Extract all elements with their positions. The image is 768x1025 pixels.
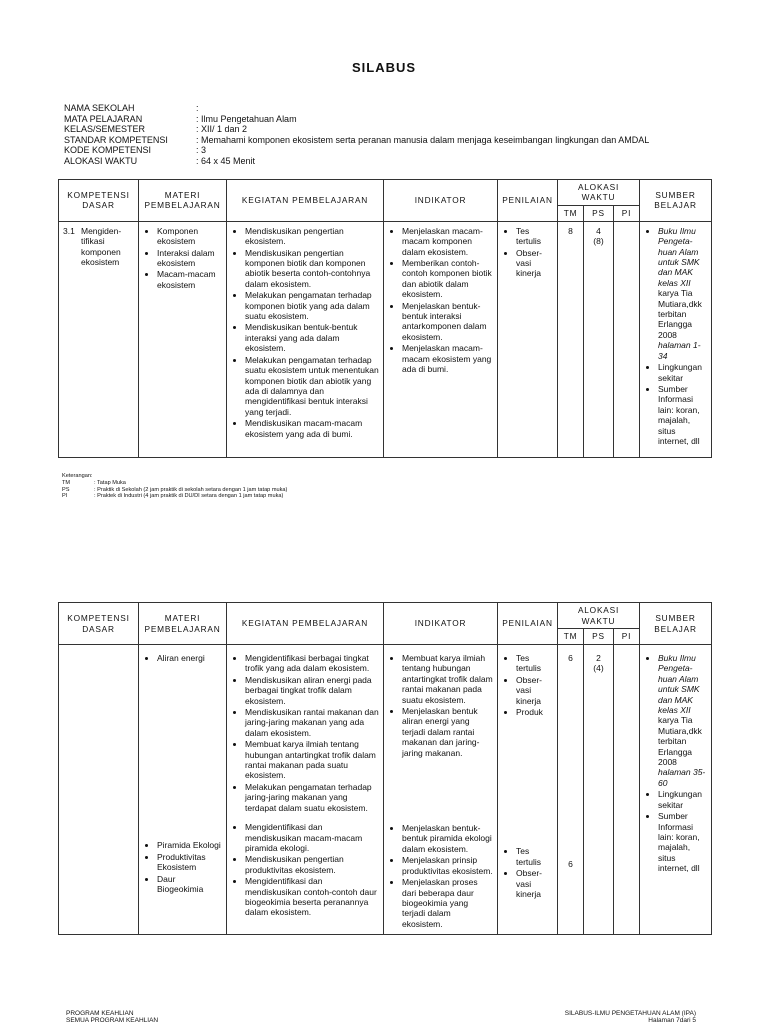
list-item bbox=[658, 653, 707, 788]
list-item bbox=[658, 226, 707, 361]
header-indikator: INDIKATOR bbox=[384, 603, 498, 645]
book-title: Buku Ilmu Pengeta-huan Alam untuk SMK dan MAK kelas XII bbox=[658, 225, 700, 288]
cell-materi bbox=[139, 221, 227, 457]
cell-sumber-belajar bbox=[640, 221, 712, 457]
list-item: • Membuat karya ilmiah tentang hubungan antartingkat trofik dalam rantai makanan pada suatu ekosistem. bbox=[402, 653, 493, 705]
cell-kompetensi-dasar bbox=[59, 645, 139, 935]
list-item: • Melakukan pengamatan terhadap suatu ekosistem untuk menentukan komponen biotik dan abiotik yang ada di dalamnya dan mengidentifikasi bentuk interaksi yang terjadi. bbox=[245, 355, 379, 417]
header-ps: PS bbox=[584, 629, 614, 645]
list-item: • Macam-macam ekosistem bbox=[157, 269, 222, 290]
identity-label: KODE KOMPETENSI bbox=[64, 145, 152, 156]
identity-value: : Memahami komponen ekosistem serta peranan manusia dalam menjaga keseimbangan lingkungan dan AMDAL bbox=[196, 134, 650, 145]
list-item: • Menjelaskan bentuk-bentuk piramida ekologi dalam ekosistem. bbox=[402, 823, 493, 854]
cell-tm bbox=[558, 645, 584, 935]
book-pages: halaman 35-60 bbox=[658, 767, 706, 788]
list-item: • Mengidentifikasi dan mendiskusikan macam-macam piramida ekologi. bbox=[245, 822, 379, 853]
footer-program-label: PROGRAM KEAHLIAN bbox=[66, 1010, 134, 1017]
list-item: • Menjelaskan bentuk-bentuk interaksi antarkomponen dalam ekosistem. bbox=[402, 301, 493, 343]
list-item: • Interaksi dalam ekosistem bbox=[157, 248, 222, 269]
keterangan-value: : Tatap Muka bbox=[94, 479, 126, 486]
list-item: • Mendiskusikan aliran energi pada berbagai tingkat trofik dalam ekosistem. bbox=[245, 675, 379, 706]
list-item: • Lingkungan sekitar bbox=[658, 789, 707, 810]
identity-label: KELAS/SEMESTER bbox=[64, 124, 146, 135]
page-title: SILABUS bbox=[351, 60, 417, 75]
header-tm: TM bbox=[558, 629, 584, 645]
tm-value: 6 bbox=[568, 653, 573, 663]
list-item: • Mendiskusikan pengertian ekosistem. bbox=[245, 226, 379, 247]
list-item: • Komponen ekosistem bbox=[157, 226, 222, 247]
list-item: • Tes tertulis bbox=[516, 846, 553, 867]
footer-page-number: Halaman 7dari 5 bbox=[648, 1017, 696, 1025]
list-item: • Produk bbox=[516, 707, 553, 717]
list-item: • Tes tertulis bbox=[516, 226, 553, 247]
identity-row bbox=[64, 145, 649, 156]
identity-label: ALOKASI WAKTU bbox=[64, 155, 138, 166]
identity-value: : 64 x 45 Menit bbox=[196, 155, 256, 166]
cell-sumber-belajar bbox=[640, 645, 712, 935]
identity-block bbox=[64, 103, 649, 167]
list-item: • Sumber Informasi lain: koran, majalah, situs internet, dll bbox=[658, 811, 707, 873]
identity-label: MATA PELAJARAN bbox=[64, 113, 143, 124]
keterangan-key: PS bbox=[62, 486, 70, 493]
header-sumber-belajar: SUMBER BELAJAR bbox=[640, 603, 712, 645]
list-item: • Obser-vasi kinerja bbox=[516, 248, 553, 279]
header-materi: MATERI PEMBELAJARAN bbox=[139, 603, 227, 645]
identity-row bbox=[64, 114, 649, 125]
kd-text: Mengiden-tifikasi komponen ekosistem bbox=[81, 225, 122, 268]
keterangan-key: PI bbox=[62, 493, 68, 500]
identity-row bbox=[64, 124, 649, 135]
list-item: • Mendiskusikan pengertian produktivitas ekosistem. bbox=[245, 854, 379, 875]
book-pages: halaman 1-34 bbox=[658, 340, 701, 361]
list-item: • Piramida Ekologi bbox=[157, 840, 222, 850]
list-item: • Menjelaskan proses dari beberapa daur biogeokimia yang terjadi dalam ekosistem. bbox=[402, 877, 493, 929]
identity-value: : 3 bbox=[196, 145, 207, 156]
identity-value: : XII/ 1 dan 2 bbox=[196, 124, 248, 135]
keterangan-note bbox=[62, 473, 287, 500]
keterangan-key: TM bbox=[62, 479, 71, 486]
identity-row bbox=[64, 156, 649, 167]
cell-penilaian bbox=[498, 221, 558, 457]
header-materi: MATERI PEMBELAJARAN bbox=[139, 180, 227, 222]
book-title: Buku Ilmu Pengeta-huan Alam untuk SMK dan MAK kelas XII bbox=[658, 653, 700, 716]
list-item: • Produktivitas Ekosistem bbox=[157, 852, 222, 873]
list-item: • Mendiskusikan macam-macam ekosistem yang ada di bumi. bbox=[245, 418, 379, 439]
identity-label: STANDAR KOMPETENSI bbox=[64, 134, 168, 145]
list-item: • Memberikan contoh-contoh komponen biotik dan abiotik dalam ekosistem. bbox=[402, 258, 493, 300]
list-item: • Membuat karya ilmiah tentang hubungan antartingkat trofik dalam rantai makanan pada suatu ekosistem. bbox=[245, 739, 379, 781]
cell-kegiatan bbox=[227, 645, 384, 935]
header-penilaian: PENILAIAN bbox=[498, 180, 558, 222]
list-item: • Lingkungan sekitar bbox=[658, 362, 707, 383]
keterangan-title: Keterangan: bbox=[62, 473, 93, 479]
book-author: karya Tia Mutiara,dkk terbitan Erlangga 2008 bbox=[658, 715, 702, 768]
keterangan-value: : Praktik di Sekolah (2 jam praktik di sekolah setara dengan 1 jam tatap muka) bbox=[94, 486, 288, 493]
cell-penilaian bbox=[498, 645, 558, 935]
list-item: • Menjelaskan macam-macam ekosistem yang ada di bumi. bbox=[402, 343, 493, 374]
cell-indikator bbox=[384, 221, 498, 457]
tm-value: 6 bbox=[568, 859, 573, 870]
footer-program-value: SEMUA PROGRAM KEAHLIAN bbox=[66, 1017, 159, 1025]
list-item: • Sumber Informasi lain: koran, majalah, situs internet, dll bbox=[658, 384, 707, 446]
cell-pi bbox=[614, 645, 640, 935]
cell-materi bbox=[139, 645, 227, 935]
header-penilaian: PENILAIAN bbox=[498, 603, 558, 645]
list-item: • Melakukan pengamatan terhadap jaring-jaring makanan yang terdapat dalam suatu ekosistem. bbox=[245, 782, 379, 813]
cell-tm: 8 bbox=[558, 221, 584, 457]
identity-row bbox=[64, 103, 649, 114]
footer-document-title: SILABUS-ILMU PENGETAHUAN ALAM (IPA) bbox=[564, 1010, 696, 1017]
list-item: • Tes tertulis bbox=[516, 653, 553, 674]
header-tm: TM bbox=[558, 205, 584, 221]
identity-value: : Ilmu Pengetahuan Alam bbox=[196, 113, 297, 124]
cell-pi bbox=[614, 221, 640, 457]
list-item: • Mendiskusikan bentuk-bentuk interaksi yang ada dalam ekosistem. bbox=[245, 322, 379, 353]
list-item: • Menjelaskan prinsip produktivitas ekosistem. bbox=[402, 855, 493, 876]
header-indikator: INDIKATOR bbox=[384, 180, 498, 222]
header-ps: PS bbox=[584, 205, 614, 221]
cell-kegiatan bbox=[227, 221, 384, 457]
list-item: • Mengidentifikasi dan mendiskusikan contoh-contoh daur biogeokimia beserta peranannya dalam ekosistem. bbox=[245, 876, 379, 918]
list-item: • Mendiskusikan rantai makanan dan jaring-jaring makanan yang ada dalam ekosistem. bbox=[245, 707, 379, 738]
list-item: • Mengidentifikasi berbagai tingkat trofik yang ada dalam ekosistem. bbox=[245, 653, 379, 674]
header-alokasi-waktu: ALOKASI WAKTU bbox=[558, 603, 640, 629]
cell-kompetensi-dasar bbox=[59, 221, 139, 457]
cell-ps: 2 (4) bbox=[584, 645, 614, 935]
list-item: • Aliran energi bbox=[157, 653, 222, 663]
syllabus-table-1 bbox=[58, 179, 712, 458]
list-item: • Menjelaskan bentuk aliran energi yang terjadi dalam rantai makanan dan jaring-jaring makanan. bbox=[402, 706, 493, 758]
keterangan-row bbox=[62, 487, 287, 494]
identity-row bbox=[64, 135, 649, 146]
cell-ps: 4 (8) bbox=[584, 221, 614, 457]
header-kompetensi-dasar: KOMPETENSI DASAR bbox=[59, 180, 139, 222]
list-item: • Obser-vasi kinerja bbox=[516, 675, 553, 706]
keterangan-row bbox=[62, 493, 287, 500]
header-kegiatan: KEGIATAN PEMBELAJARAN bbox=[227, 603, 384, 645]
list-item: • Mendiskusikan pengertian komponen biotik dan komponen abiotik beserta contoh-contohnya dalam ekosistem. bbox=[245, 248, 379, 290]
list-item: • Obser-vasi kinerja bbox=[516, 868, 553, 899]
list-item: • Melakukan pengamatan terhadap komponen biotik yang ada dalam suatu ekosistem. bbox=[245, 290, 379, 321]
identity-label: NAMA SEKOLAH bbox=[64, 103, 135, 113]
syllabus-table-2 bbox=[58, 602, 712, 935]
list-item: • Daur Biogeokimia bbox=[157, 874, 222, 895]
header-kegiatan: KEGIATAN PEMBELAJARAN bbox=[227, 180, 384, 222]
identity-value: : bbox=[196, 103, 199, 113]
cell-indikator bbox=[384, 645, 498, 935]
header-alokasi-waktu: ALOKASI WAKTU bbox=[558, 180, 640, 206]
header-pi: PI bbox=[614, 205, 640, 221]
list-item: • Menjelaskan macam-macam komponen dalam ekosistem. bbox=[402, 226, 493, 257]
keterangan-value: : Praktek di Industri (4 jam praktik di DU/DI setara dengan 1 jam tatap muka) bbox=[94, 493, 284, 500]
kd-number: 3.1 bbox=[63, 225, 75, 236]
header-pi: PI bbox=[614, 629, 640, 645]
header-sumber-belajar: SUMBER BELAJAR bbox=[640, 180, 712, 222]
keterangan-row bbox=[62, 480, 287, 487]
book-author: karya Tia Mutiara,dkk terbitan Erlangga 2008 bbox=[658, 288, 702, 340]
header-kompetensi-dasar: KOMPETENSI DASAR bbox=[59, 603, 139, 645]
